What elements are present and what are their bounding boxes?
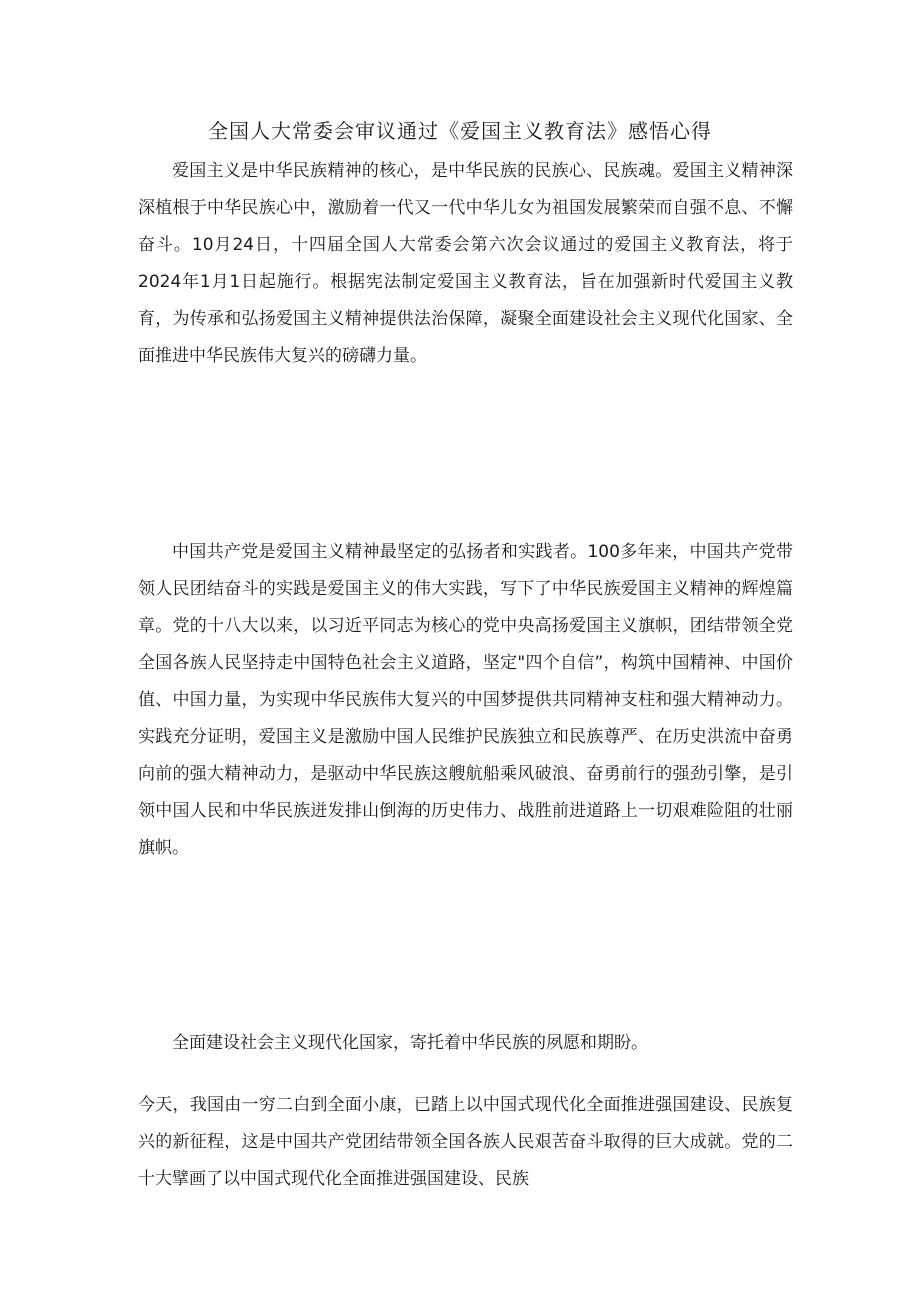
paragraph-1: 爱国主义是中华民族精神的核心，是中华民族的民族心、民族魂。爱国主义精神深深植根于中华民族心中，激励着一代又一代中华儿女为祖国发展繁荣而自强不息、不懈奋斗。10月24日，十四届全国人大常委会第六次会议通过的爱国主义教育法，将于2024年1月1日起施行。根据宪法制定爱国主义教育法，旨在加强新时代爱国主义教育，为传承和弘扬爱国主义精神提供法治保障，凝聚全面建设社会主义现代化国家、全面推进中华民族伟大复兴的磅礴力量。 [138, 161, 793, 366]
document-title: 全国人大常委会审议通过《爱国主义教育法》感悟心得 [208, 119, 712, 143]
paragraph-3: 全面建设社会主义现代化国家，寄托着中华民族的夙愿和期盼。 [172, 1033, 648, 1053]
paragraph-4: 今天，我国由一穷二白到全面小康，已踏上以中国式现代化全面推进强国建设、民族复兴的新征程，这是中国共产党团结带领全国各族人民艰苦奋斗取得的巨大成就。党的二十大擘画了以中国式现代化全面推进强国建设、民族 [138, 1095, 793, 1189]
paragraph-2: 中国共产党是爱国主义精神最坚定的弘扬者和实践者。100多年来，中国共产党带领人民团结奋斗的实践是爱国主义的伟大实践，写下了中华民族爱国主义精神的辉煌篇章。党的十八大以来，以习近平同志为核心的党中央高扬爱国主义旗帜，团结带领全党全国各族人民坚持走中国特色社会主义道路，坚定"四个自信”，构筑中国精神、中国价值、中国力量，为实现中华民族伟大复兴的中国梦提供共同精神支柱和强大精神动力。实践充分证明，爱国主义是激励中国人民维护民族独立和民族尊严、在历史洪流中奋勇向前的强大精神动力，是驱动中华民族这艘航船乘风破浪、奋勇前行的强劲引擎，是引领中国人民和中华民族迸发排山倒海的历史伟力、战胜前进道路上一切艰难险阻的壮丽旗帜。 [138, 542, 793, 858]
